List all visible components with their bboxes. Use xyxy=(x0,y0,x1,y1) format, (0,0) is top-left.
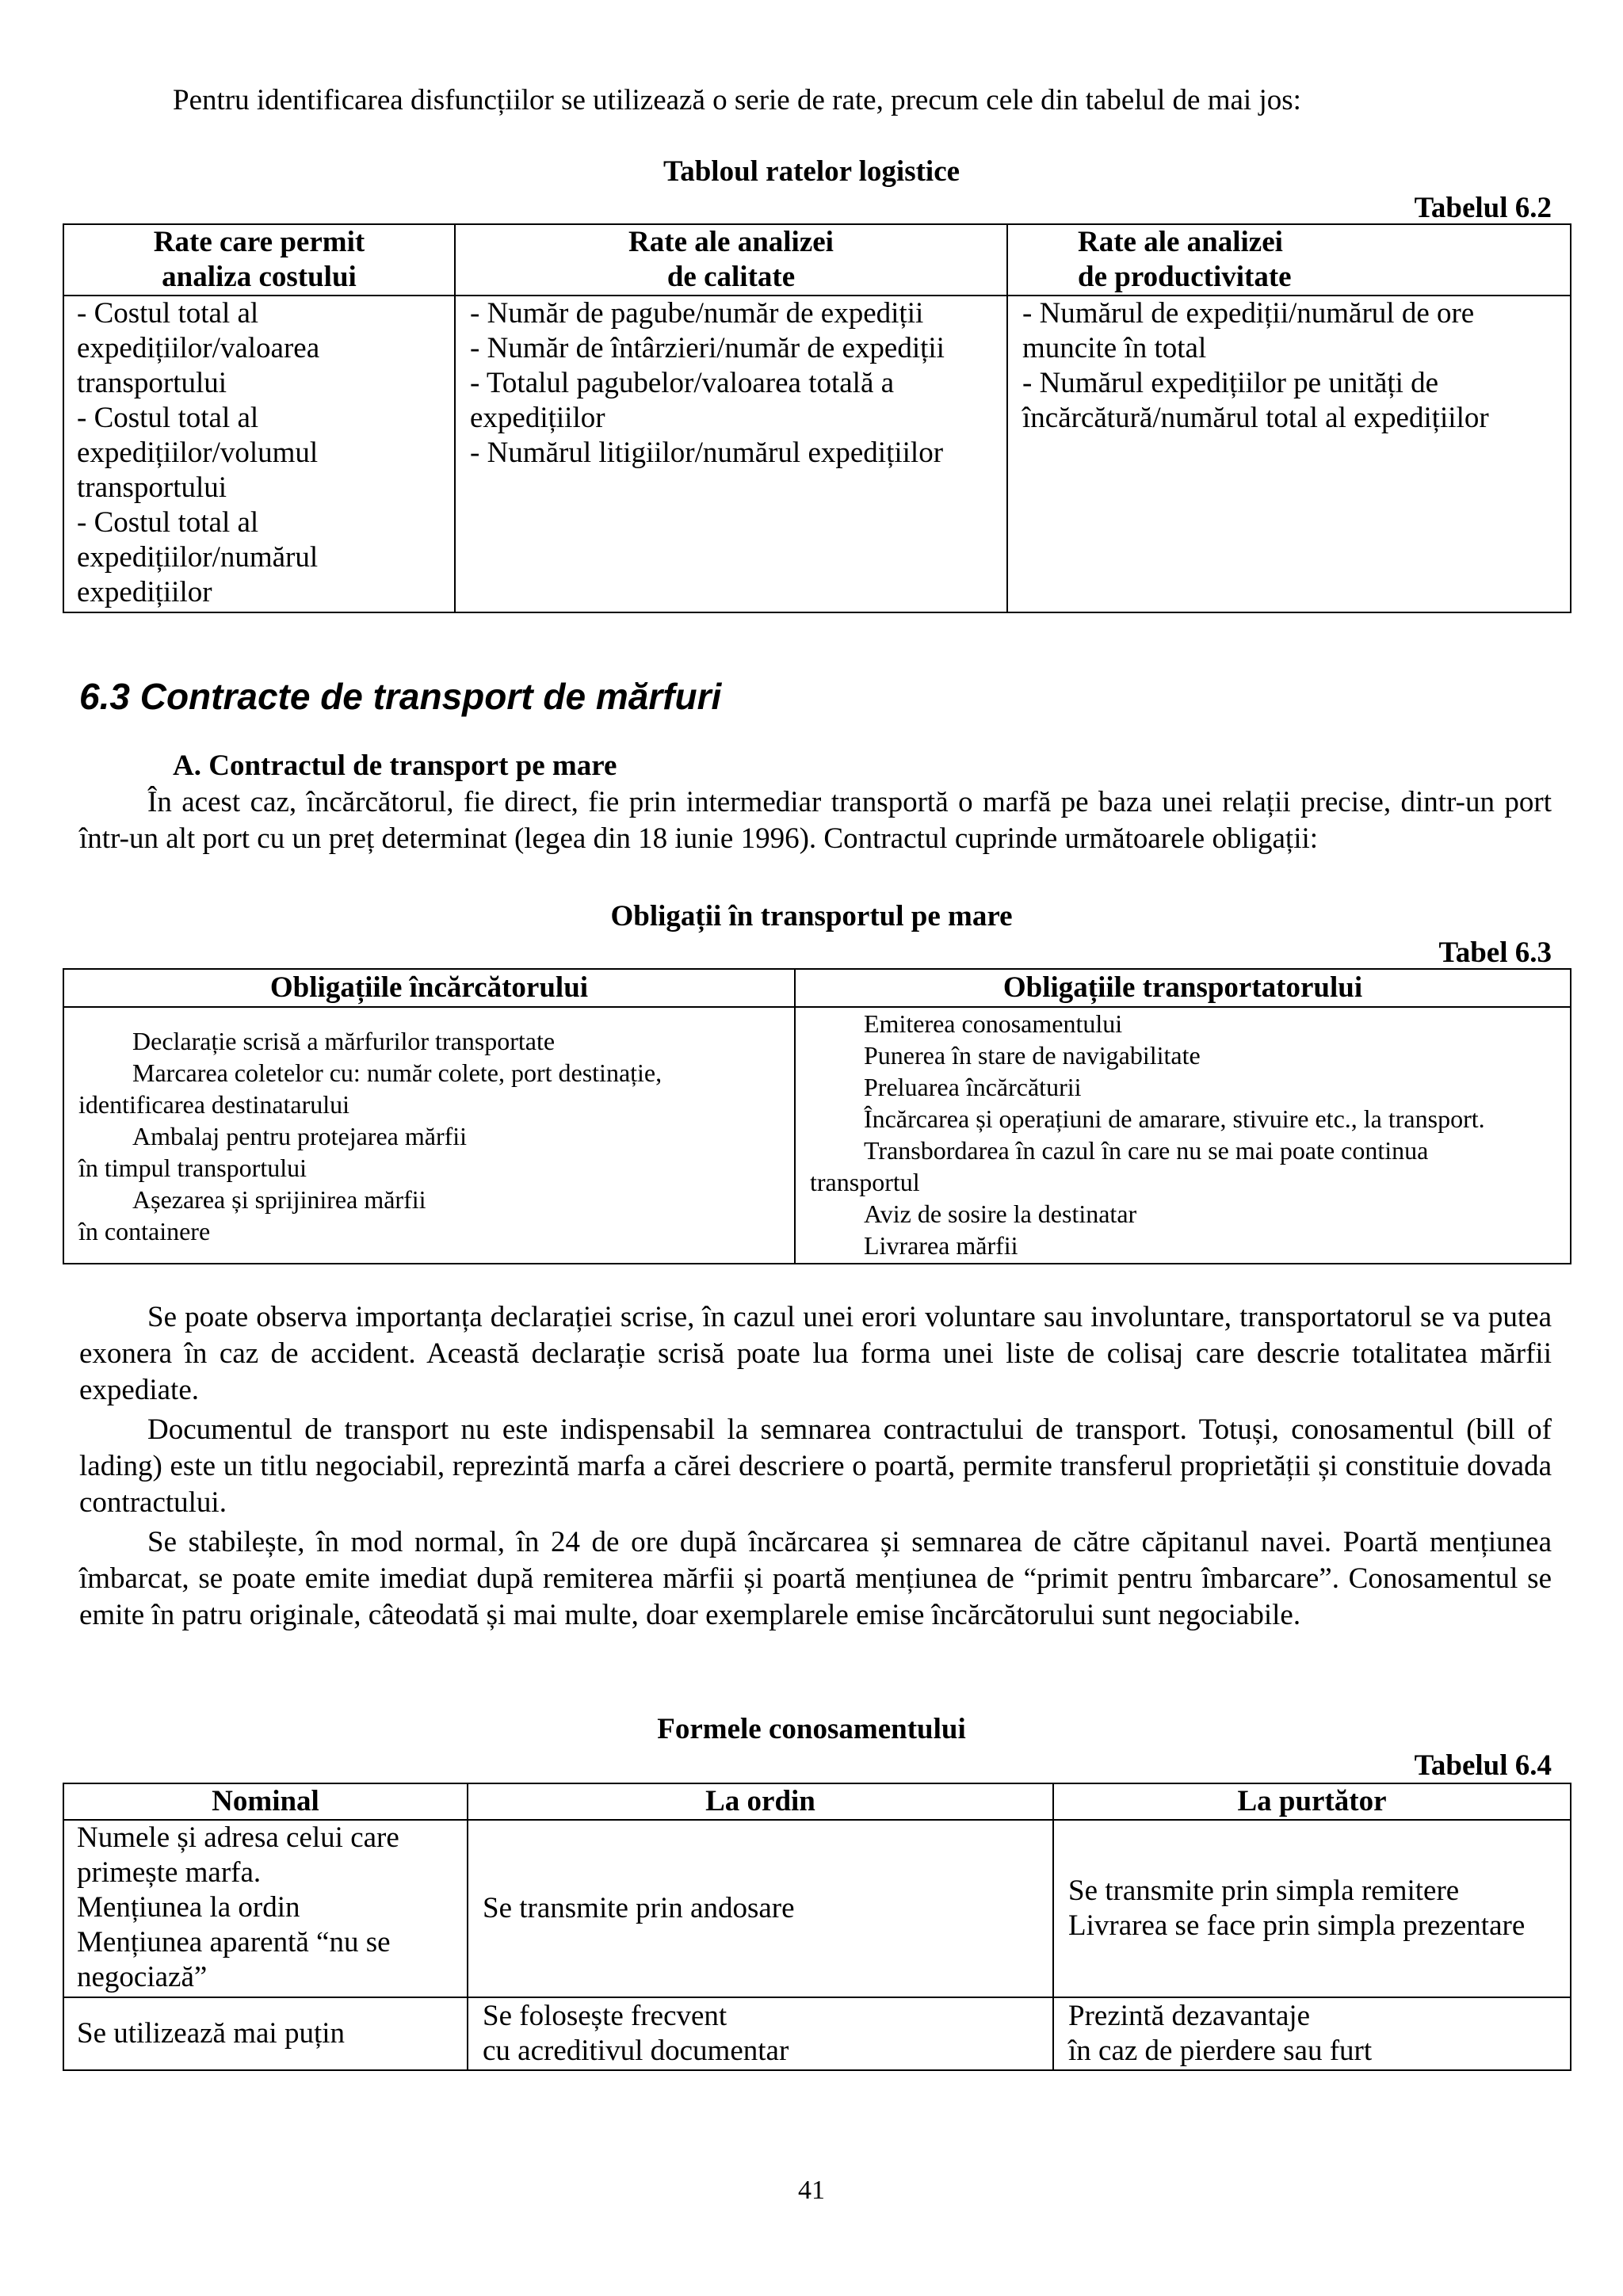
header-line: de calitate xyxy=(666,261,796,293)
cell-line: Preluarea încărcăturii xyxy=(864,1073,1082,1101)
table-6-3-number: Tabel 6.3 xyxy=(1438,936,1552,969)
header-line: analiza costului xyxy=(162,261,357,293)
paragraph-c: Documentul de transport nu este indispensabil la semnarea contractului de transport. Totuși, conosamentul (bill of lading) este un titlu negociabil, reprezintă marfa a cărei descriere o poartă, permite transferul proprietății și constituie dovada contractului. xyxy=(79,1413,1552,1519)
table-6-3-body-row xyxy=(63,1007,1571,1264)
cell-line: Numele și adresa celui care xyxy=(77,1821,399,1854)
cell-line: - Costul total al xyxy=(77,402,259,434)
table-row xyxy=(63,1997,1571,2070)
cell-line: expedițiilor/volumul xyxy=(77,437,319,469)
table-6-4-cell xyxy=(1053,1820,1571,1997)
cell-line: - Totalul pagubelor/valoarea totală a xyxy=(470,367,895,399)
cell-line: primește marfa. xyxy=(77,1856,262,1889)
cell-line: negociază” xyxy=(77,1961,208,1993)
table-6-4-header-order: La ordin xyxy=(468,1783,1053,1820)
header-line: Rate care permit xyxy=(153,226,365,258)
table-6-2-caption: Tabloul ratelor logistice xyxy=(663,155,960,188)
cell-line: muncite în total xyxy=(1022,332,1207,364)
cell-line: Transbordarea în cazul în care nu se mai poate continua xyxy=(864,1136,1429,1165)
cell-line: identificarea destinatarului xyxy=(78,1090,350,1119)
intro-text: Pentru identificarea disfuncțiilor se utilizează o serie de rate, precum cele din tabelul de mai jos: xyxy=(173,84,1301,116)
cell-line: Emiterea conosamentului xyxy=(864,1009,1123,1038)
cell-line: Ambalaj pentru protejarea mărfii xyxy=(132,1122,468,1150)
table-6-3-caption: Obligații în transportul pe mare xyxy=(610,900,1013,933)
table-6-2-header-productivity xyxy=(1007,224,1571,296)
cell-line: expedițiilor xyxy=(77,576,212,608)
cell-line: cu acreditivul documentar xyxy=(483,2035,789,2067)
table-6-4-cell xyxy=(1053,1997,1571,2070)
cell-line: - Număr de întârzieri/număr de expediții xyxy=(470,332,945,364)
table-6-4-header-row xyxy=(63,1783,1571,1820)
cell-line: Se folosește frecvent xyxy=(483,2000,727,2032)
cell-line: Se transmite prin andosare xyxy=(483,1892,795,1924)
cell-line: - Costul total al xyxy=(77,297,259,330)
cell-line: - Numărul expedițiilor pe unități de xyxy=(1022,367,1439,399)
table-6-4-header-bearer: La purtător xyxy=(1053,1783,1571,1820)
table-6-2 xyxy=(63,223,1571,613)
cell-line: Așezarea și sprijinirea mărfii xyxy=(132,1185,426,1214)
paragraph-b: Se poate observa importanța declarației scrise, în cazul unei erori voluntare sau involuntare, transportatorul se va putea exonera în caz de accident. Această declarație scrisă poate lua forma unei liste de colisaj care descrie totalitatea mărfii expediate. xyxy=(79,1301,1552,1406)
cell-line: Se utilizează mai puțin xyxy=(77,2017,346,2050)
cell-line: - Numărul de expediții/numărul de ore xyxy=(1022,297,1475,330)
header-line: Rate ale analizei xyxy=(1078,226,1283,258)
table-6-2-cell-cost xyxy=(63,296,455,612)
cell-line: expedițiilor xyxy=(470,402,605,434)
cell-line: Punerea în stare de navigabilitate xyxy=(864,1041,1201,1070)
cell-line: - Numărul litigiilor/numărul expedițiilor xyxy=(470,437,944,469)
cell-line: Prezintă dezavantaje xyxy=(1068,2000,1311,2032)
cell-line: Livrarea se face prin simpla prezentare xyxy=(1068,1909,1526,1942)
table-6-4-cell xyxy=(468,1997,1053,2070)
table-6-2-cell-productivity xyxy=(1007,296,1571,612)
paragraph-a: În acest caz, încărcătorul, fie direct, fie prin intermediar transportă o marfă pe baza unei relații precise, dintr-un port într-un alt port cu un preț determinat (legea din 18 iunie 1996). Contractul cuprinde următoarele obligații: xyxy=(79,786,1552,855)
table-6-2-header-cost xyxy=(63,224,455,296)
header-line: de productivitate xyxy=(1078,261,1292,293)
table-6-4-header-nominal: Nominal xyxy=(63,1783,468,1820)
table-6-3-header-row xyxy=(63,969,1571,1007)
table-6-2-header-quality xyxy=(455,224,1007,296)
table-6-2-number: Tabelul 6.2 xyxy=(1414,192,1552,224)
table-6-3-header-shipper: Obligațiile încărcătorului xyxy=(63,969,795,1007)
cell-line: Livrarea mărfii xyxy=(864,1231,1018,1260)
header-line: Rate ale analizei xyxy=(628,226,834,258)
subsection-title: A. Contractul de transport pe mare xyxy=(173,749,617,782)
cell-line: transportul xyxy=(810,1168,920,1196)
cell-line: expedițiilor/numărul xyxy=(77,541,319,574)
cell-line: Încărcarea și operațiuni de amarare, stivuire etc., la transport. xyxy=(864,1104,1485,1133)
table-6-3-cell-shipper xyxy=(63,1007,795,1264)
cell-line: - Număr de pagube/număr de expediții xyxy=(470,297,924,330)
table-6-4-number: Tabelul 6.4 xyxy=(1414,1749,1552,1782)
cell-line: - Costul total al xyxy=(77,506,259,539)
cell-line: Marcarea coletelor cu: număr colete, port destinație, xyxy=(132,1058,663,1087)
cell-line: Declarație scrisă a mărfurilor transportate xyxy=(132,1027,556,1055)
table-6-4-cell xyxy=(63,1820,468,1997)
table-6-4 xyxy=(63,1783,1571,2071)
cell-line: în containere xyxy=(78,1217,211,1245)
table-6-3-header-carrier: Obligațiile transportatorului xyxy=(795,969,1571,1007)
paragraph-d: Se stabilește, în mod normal, în 24 de ore după încărcarea și semnarea de către căpitanul navei. Poartă mențiunea îmbarcat, se poate emite imediat după remiterea mărfii și poartă mențiunea de “primit pentru îmbarcare”. Conosamentul se emite în patru originale, câteodată și mai multe, doar exemplarele emise încărcătorului sunt negociabile. xyxy=(79,1526,1552,1631)
cell-line: Se transmite prin simpla remitere xyxy=(1068,1875,1460,1907)
section-title: 6.3 Contracte de transport de mărfuri xyxy=(79,676,722,717)
cell-line: Mențiunea aparentă “nu se xyxy=(77,1926,391,1958)
table-6-2-header-row xyxy=(63,224,1571,296)
table-6-4-caption: Formele conosamentului xyxy=(657,1713,966,1745)
cell-line: Mențiunea la ordin xyxy=(77,1891,300,1924)
table-6-4-cell xyxy=(468,1820,1053,1997)
table-6-3 xyxy=(63,968,1571,1264)
cell-line: expedițiilor/valoarea xyxy=(77,332,320,364)
cell-line: în timpul transportului xyxy=(78,1154,307,1182)
cell-line: transportului xyxy=(77,471,227,504)
cell-line: transportului xyxy=(77,367,227,399)
table-6-2-cell-quality xyxy=(455,296,1007,612)
cell-line: Aviz de sosire la destinatar xyxy=(864,1199,1137,1228)
table-6-3-cell-carrier xyxy=(795,1007,1571,1264)
table-row xyxy=(63,1820,1571,1997)
cell-line: încărcătură/numărul total al expedițiilor xyxy=(1022,402,1489,434)
table-6-4-cell xyxy=(63,1997,468,2070)
cell-line: în caz de pierdere sau furt xyxy=(1068,2035,1373,2067)
table-6-2-body-row xyxy=(63,296,1571,612)
page-number: 41 xyxy=(798,2176,825,2205)
